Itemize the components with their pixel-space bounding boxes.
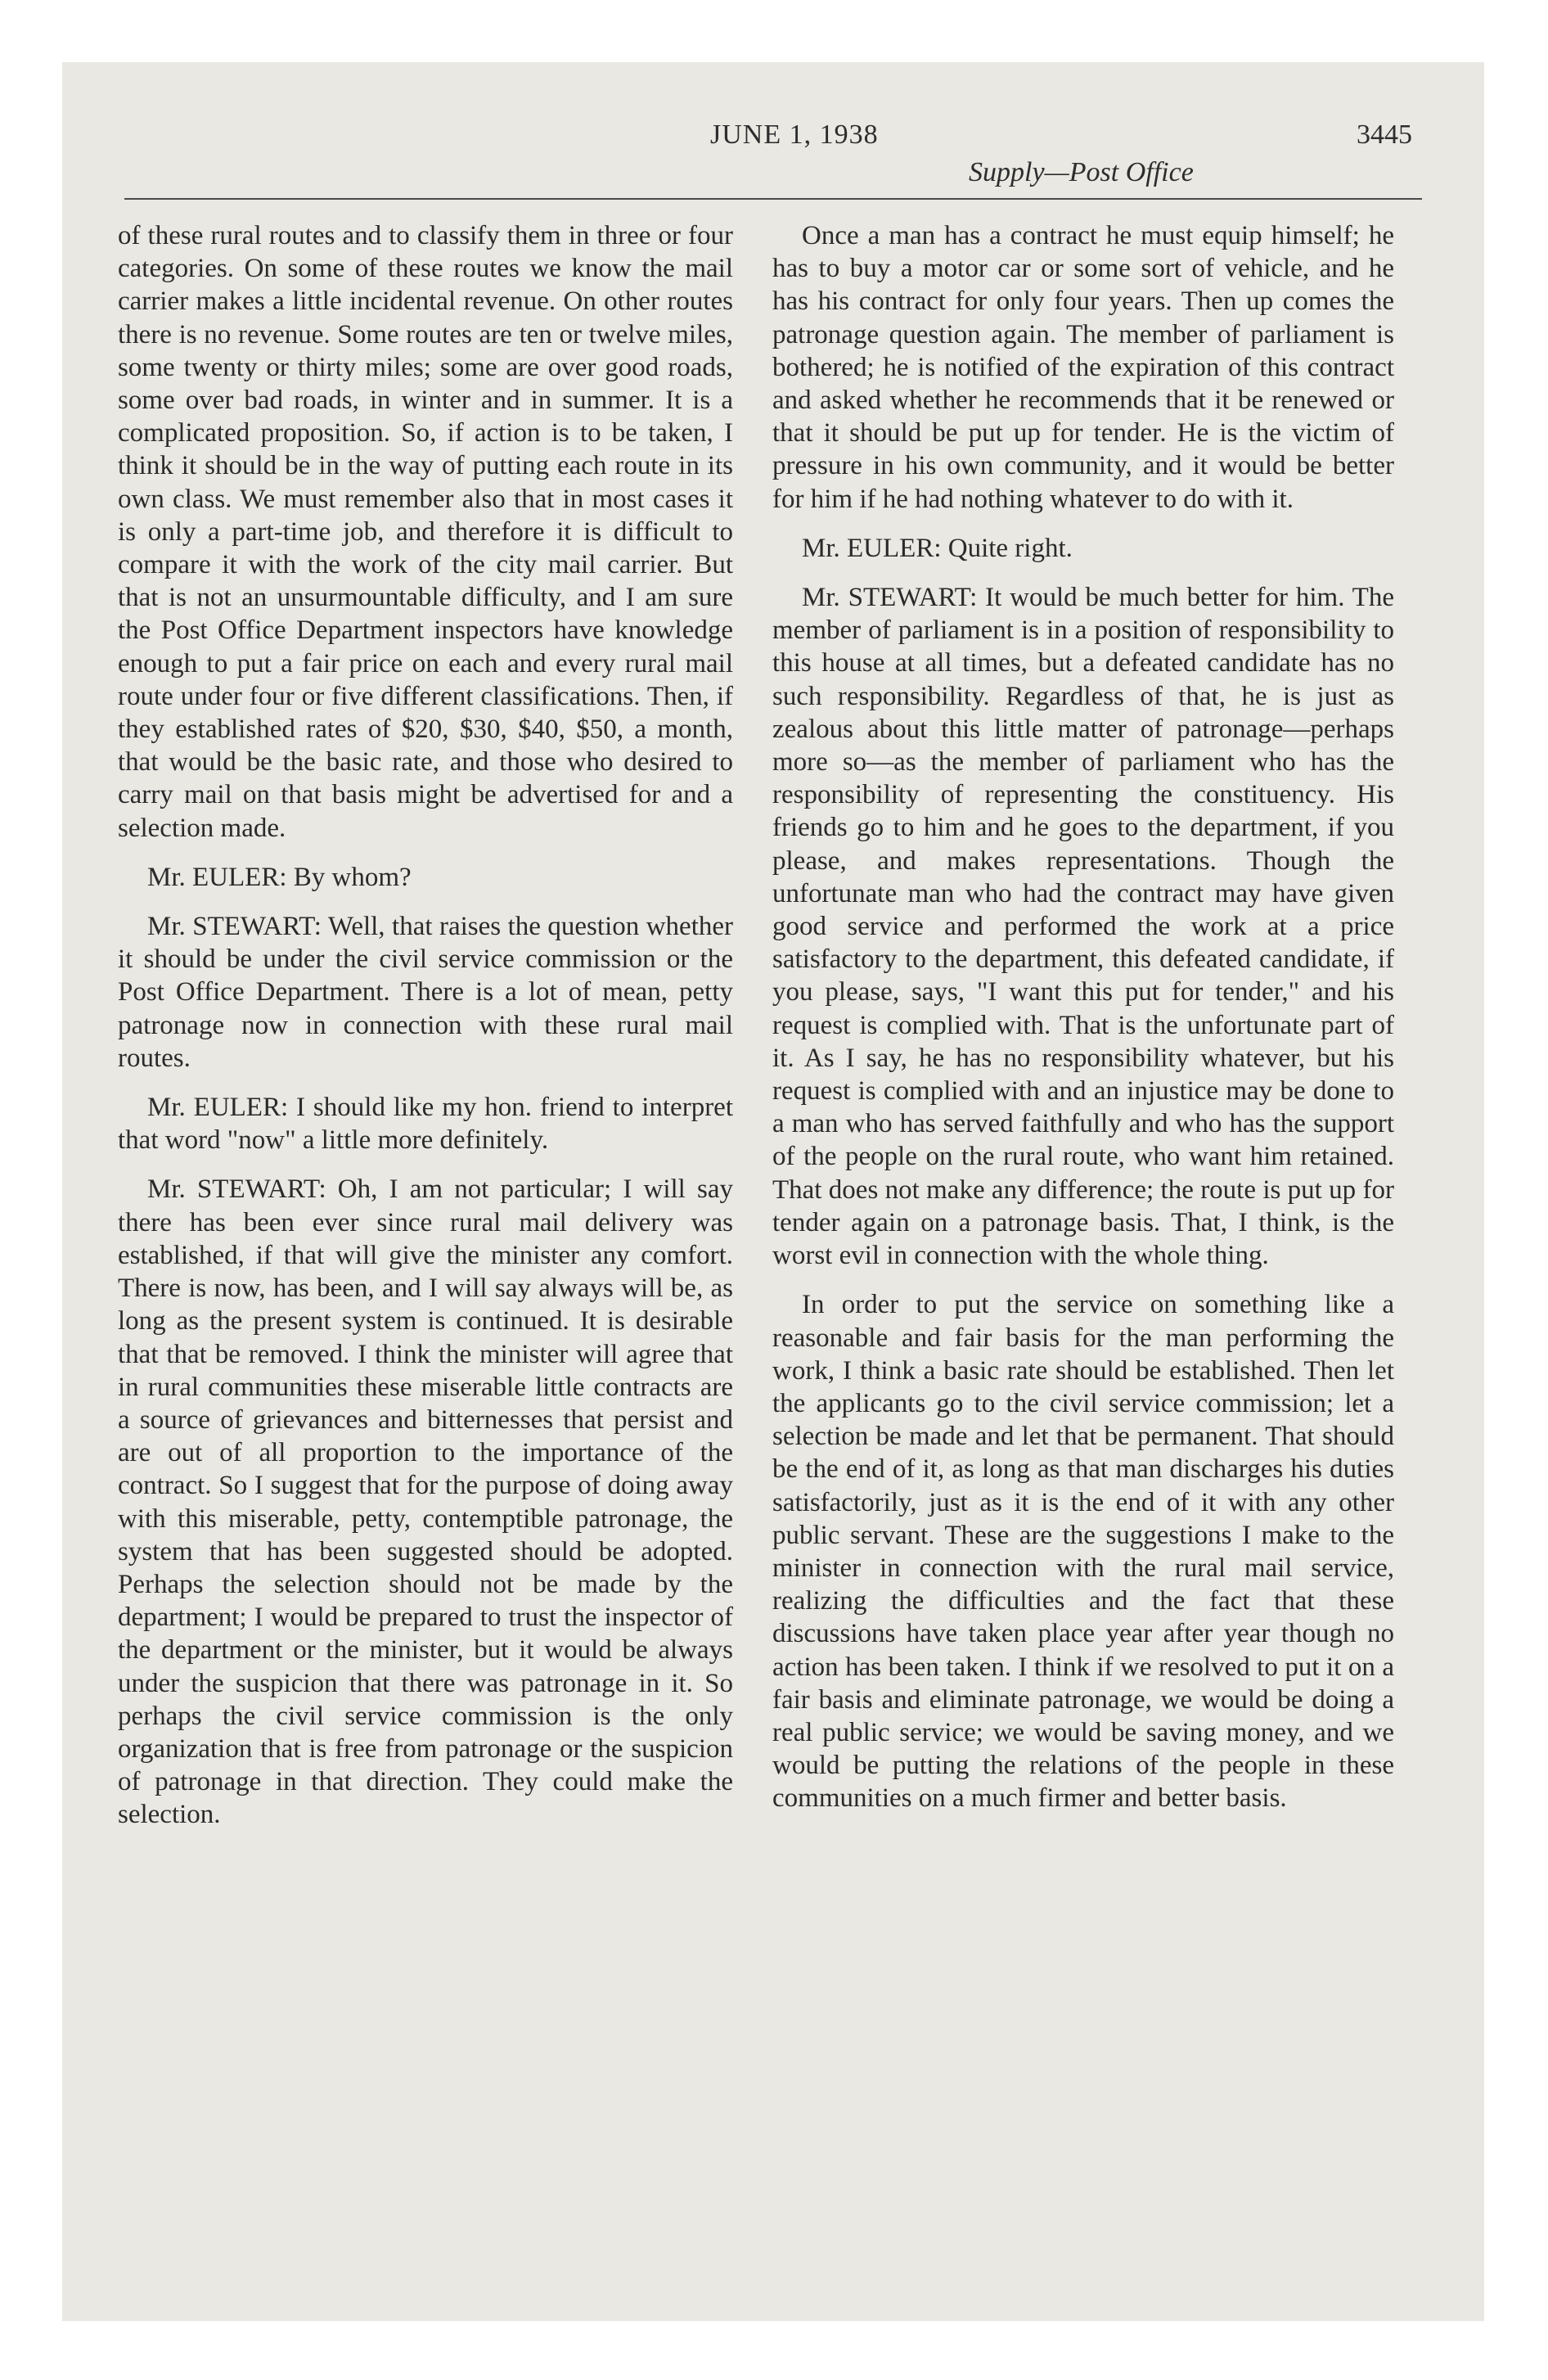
paragraph: Mr. STEWART: Oh, I am not particular; I will say there has been ever since rural mail delivery was established, if that will give the minister any comfort. There is now, has been, and I will say always will be, as long as the present system is continued. It is desirable that that be removed. I think the minister will agree that in rural communities these miserable little contracts are a source of grievances and bitternesses that persist and are out of all proportion to the importance of the contract. So I suggest that for the purpose of doing away with this miserable, petty, contemptible patronage, the system that has been suggested should be adopted. Perhaps the selection should not be made by the department; I would be prepared to trust the inspector of the department or the minister, but it would be always under the suspicion that there was patronage in it. So perhaps the civil service commission is the only organization that is free from patronage or the suspicion of patronage in that direction. They could make the selection. (118, 1174, 733, 1830)
paragraph: Mr. STEWART: Well, that raises the question whether it should be under the civil service commission or the Post Office Department. There is a lot of mean, petty patronage now in connection with these rural mail routes. (118, 912, 733, 1073)
header-section-title: Supply—Post Office (969, 157, 1194, 187)
paragraph: of these rural routes and to classify them in three or four categories. On some of these routes we know the mail carrier makes a little incidental revenue. On other routes there is no revenue. Some routes are ten or twelve miles, some twenty or thirty miles; some are over good roads, some over bad roads, in winter and in summer. It is a complicated proposition. So, if action is to be taken, I think it should be in the way of putting each route in its own class. We must remember also that in most cases it is only a part-time job, and therefore it is difficult to compare it with the work of the city mail carrier. But that is not an unsurmountable difficulty, and I am sure the Post Office Department inspectors have knowledge enough to put a fair price on each and every rural mail route under four or five different classifications. Then, if they established rates of $20, $30, $40, $50, a month, that would be the basic rate, and those who desired to carry mail on that basis might be advertised for and a selection made. (118, 221, 733, 843)
paragraph: Mr. EULER: I should like my hon. friend to interpret that word "now" a little more definitely. (118, 1093, 733, 1156)
paragraph: In order to put the service on something like a reasonable and fair basis for the man performing the work, I think a basic rate should be established. Then let the applicants go to the civil service commission; let a selection be made and let that be permanent. That should be the end of it, as long as that man discharges his duties satisfactorily, just as it is the end of it with any other public servant. These are the suggestions I make to the minister in connection with the rural mail service, realizing the difficulties and the fact that these discussions have taken place year after year though no action has been taken. I think if we resolved to put it on a fair basis and eliminate patronage, we would be doing a real public service; we would be saving money, and we would be putting the relations of the people in these communities on a much firmer and better basis. (772, 1290, 1394, 1814)
paragraph: Mr. EULER: By whom? (147, 862, 412, 892)
document-page (62, 62, 1484, 2321)
left-column (118, 219, 733, 1848)
right-column (772, 219, 1394, 1832)
page-number: 3445 (1357, 119, 1412, 150)
page-header (124, 115, 1422, 187)
paragraph: Mr. EULER: Quite right. (802, 533, 1073, 563)
header-date: JUNE 1, 1938 (710, 119, 879, 150)
header-rule (124, 198, 1422, 200)
paragraph: Mr. STEWART: It would be much better for him. The member of parliament is in a position of responsibility to this house at all times, but a defeated candidate has no such responsibility. Regardless of that, he is just as zealous about this little matter of patronage—perhaps more so—as the member of parliament who has the responsibility of representing the constituency. His friends go to him and he goes to the department, if you please, and makes representations. Though the unfortunate man who had the contract may have given good service and performed the work at a price satisfactory to the department, this defeated candidate, if you please, says, "I want this put for tender," and his request is complied with. That is the unfortunate part of it. As I say, he has no responsibility whatever, but his request is complied with and an injustice may be done to a man who has served faithfully and who has the support of the people on the rural route, who want him retained. That does not make any difference; the route is put up for tender again on a patronage basis. That, I think, is the worst evil in connection with the whole thing. (772, 583, 1394, 1271)
paragraph: Once a man has a contract he must equip himself; he has to buy a motor car or some sort of vehicle, and he has his contract for only four years. Then up comes the patronage question again. The member of parliament is bothered; he is notified of the expiration of this contract and asked whether he recommends that it be renewed or that it should be put up for tender. He is the victim of pressure in his own community, and it would be better for him if he had nothing whatever to do with it. (772, 221, 1394, 514)
